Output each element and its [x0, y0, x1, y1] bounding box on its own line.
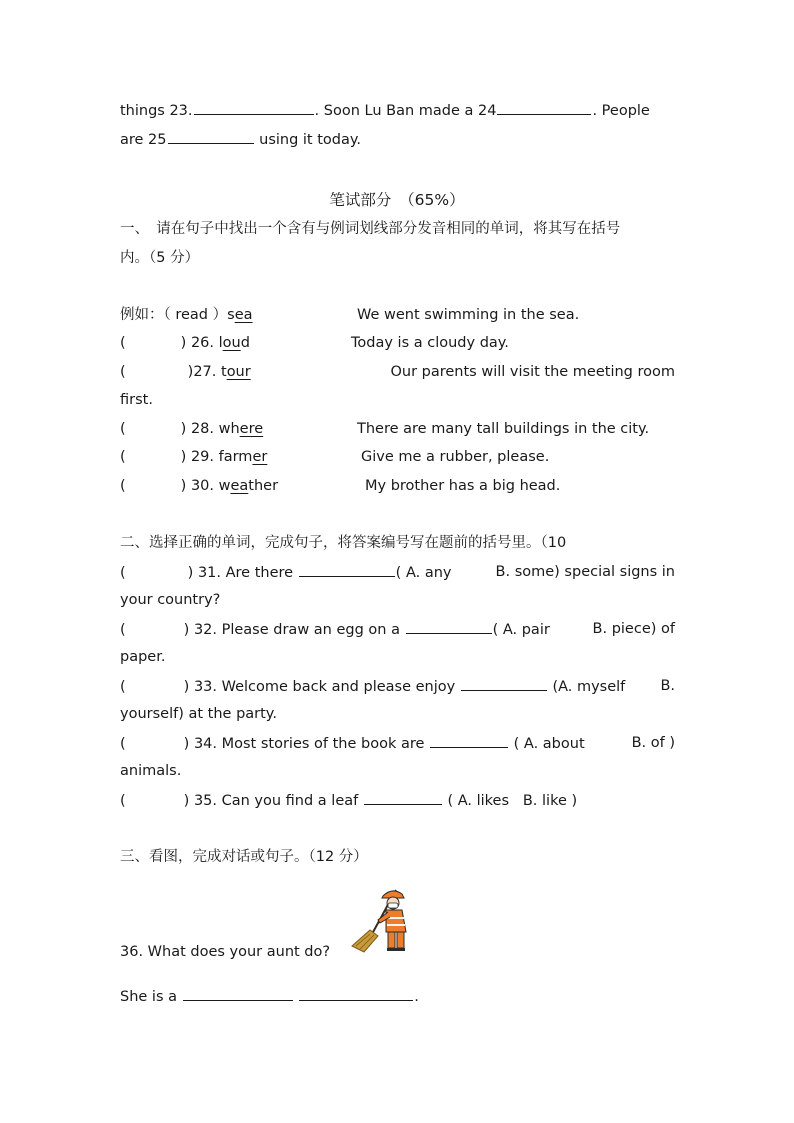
question-33: ( ) 33. Welcome back and please enjoy (A. myself B. [120, 678, 675, 695]
answer-blank-36a[interactable] [183, 986, 293, 1001]
question-27: ( )27. tour [120, 364, 251, 380]
sentence-27: Our parents will visit the meeting room [390, 364, 675, 380]
answer-blank-24[interactable] [497, 100, 591, 115]
intro-text: using it today. [259, 132, 361, 148]
question-36: 36. What does your aunt do? [120, 944, 331, 960]
sentence-26: Today is a cloudy day. [351, 335, 509, 351]
question-31-wrap: your country? [120, 592, 221, 608]
question-34-wrap: animals. [120, 763, 182, 779]
underlined-sound: ere [239, 421, 264, 437]
answer-36: She is a . [120, 986, 419, 1007]
section1-heading-cont: 内。（5 分） [120, 250, 200, 266]
answer-blank-36b[interactable] [299, 986, 413, 1001]
sentence-28: There are many tall buildings in the city. [357, 421, 650, 437]
question-34: ( ) 34. Most stories of the book are ( A. about B. of ) [120, 735, 675, 752]
question-29: ( ) 29. farmer [120, 449, 268, 465]
section3-heading: 三、看图，完成对话或句子。（12 分） [120, 849, 368, 865]
question-32: ( ) 32. Please draw an egg on a ( A. pair B. piece) of [120, 621, 675, 638]
intro-line-1 [120, 100, 675, 121]
underlined-sound: er [252, 449, 268, 465]
question-31: ( ) 31. Are there ( A. any B. some) special signs in [120, 564, 675, 581]
answer-blank-33[interactable] [461, 676, 547, 691]
sentence-27-wrap: first. [120, 392, 153, 408]
answer-blank-23[interactable] [194, 100, 314, 115]
answer-blank-35[interactable] [364, 790, 442, 805]
right-leg [397, 932, 404, 948]
example-label: 例如： [120, 307, 164, 323]
sentence-29: Give me a rubber, please. [361, 449, 550, 465]
sentence-30: My brother has a big head. [365, 478, 561, 494]
left-shoe [387, 948, 396, 951]
intro-line-2 [120, 129, 675, 150]
answer-blank-25[interactable] [168, 129, 254, 144]
section2-heading: 二、选择正确的单词，完成句子，将答案编号写在题前的括号里。（10 [120, 535, 567, 551]
intro-text: . People [592, 103, 650, 119]
question-33-wrap: yourself) at the party. [120, 706, 277, 722]
question-30: ( ) 30. weather [120, 478, 279, 494]
left-leg [388, 932, 395, 948]
intro-text: are 25 [120, 132, 167, 148]
example-sentence: We went swimming in the sea. [357, 307, 580, 323]
intro-text: . Soon Lu Ban made a 24 [314, 103, 497, 119]
uniform [386, 910, 406, 932]
question-28: ( ) 28. where [120, 421, 264, 437]
question-35: ( ) 35. Can you find a leaf ( A. likes B. like ) [120, 790, 577, 811]
underlined-sound: our [226, 364, 251, 380]
face-mask [388, 903, 398, 908]
intro-text: things 23. [120, 103, 193, 119]
answer-blank-34[interactable] [430, 733, 508, 748]
right-shoe [396, 948, 405, 951]
section1-heading: 一、 请在句子中找出一个含有与例词划线部分发音相同的单词，将其写在括号 [120, 221, 621, 237]
answer-blank-32[interactable] [406, 619, 492, 634]
example-row: 例如：（ read ）sea [120, 307, 253, 323]
written-part-title: 笔试部分 （65%） [329, 191, 465, 209]
broom-head [352, 930, 378, 952]
answer-blank-31[interactable] [299, 562, 395, 577]
example-answer: （ read ） [163, 307, 228, 323]
underlined-sound: ou [222, 335, 241, 351]
question-32-wrap: paper. [120, 649, 166, 665]
underlined-sound: ea [234, 307, 253, 323]
underlined-sound: ea [230, 478, 249, 494]
street-cleaner-illustration [350, 886, 420, 956]
question-26: ( ) 26. loud [120, 335, 250, 351]
